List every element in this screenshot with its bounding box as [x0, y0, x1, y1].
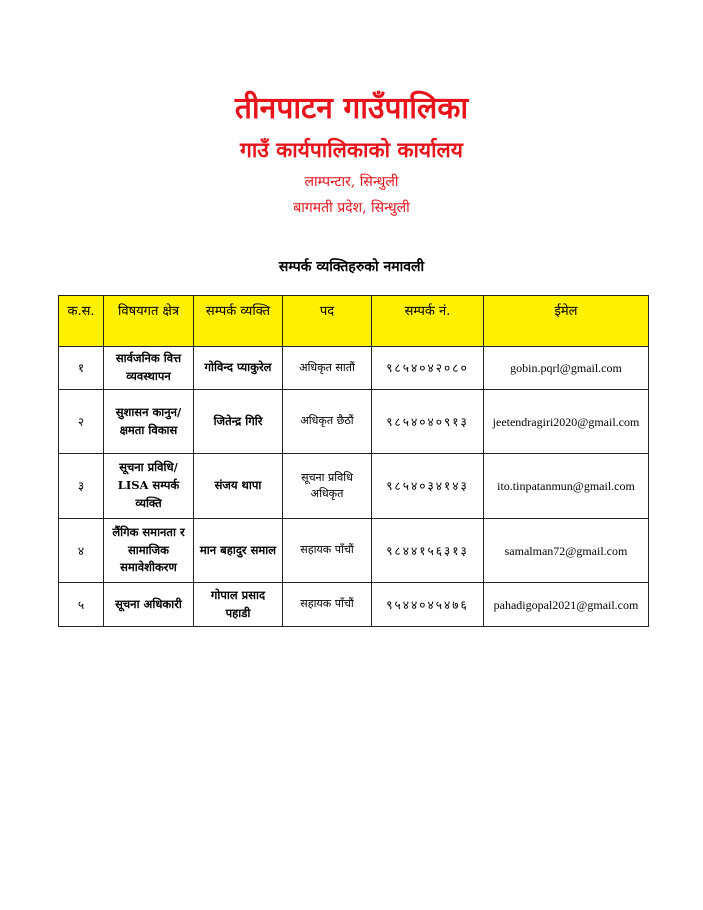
cell-sn: ५	[59, 583, 104, 627]
cell-post: सहायक पाँचौं	[283, 519, 372, 583]
cell-email[interactable]: gobin.pqrl@gmail.com	[484, 347, 649, 390]
column-header-email: ईमेल	[484, 296, 649, 347]
cell-person: जितेन्द्र गिरि	[194, 390, 283, 454]
table-row	[59, 583, 649, 627]
table-row	[59, 454, 649, 519]
cell-phone: ९८४४१५६३१३	[372, 519, 484, 583]
cell-subject: लैंगिक समानता र सामाजिक समावेशीकरण	[104, 519, 194, 583]
cell-sn: ३	[59, 454, 104, 519]
table-header-row	[59, 296, 649, 347]
cell-person: गोपाल प्रसाद पहाडी	[194, 583, 283, 627]
column-header-person: सम्पर्क व्यक्ति	[194, 296, 283, 347]
cell-email[interactable]: ito.tinpatanmun@gmail.com	[484, 454, 649, 519]
column-header-post: पद	[283, 296, 372, 347]
cell-sn: २	[59, 390, 104, 454]
contact-table	[58, 295, 649, 627]
cell-subject: सार्वजनिक वित्त व्यवस्थापन	[104, 347, 194, 390]
cell-post: सहायक पाँचौं	[283, 583, 372, 627]
cell-email[interactable]: samalman72@gmail.com	[484, 519, 649, 583]
table-row	[59, 390, 649, 454]
cell-person: मान बहादुर समाल	[194, 519, 283, 583]
cell-phone: ९५४४०४५४७६	[372, 583, 484, 627]
cell-person: संजय थापा	[194, 454, 283, 519]
cell-subject: सूचना प्रविधि/ LISA सम्पर्क व्यक्ति	[104, 454, 194, 519]
table-row	[59, 347, 649, 390]
page-title: तीनपाटन गाउँपालिका	[234, 91, 469, 126]
cell-person: गोविन्द प्याकुरेल	[194, 347, 283, 390]
cell-sn: १	[59, 347, 104, 390]
cell-post: सूचना प्रविधि अधिकृत	[283, 454, 372, 519]
column-header-subject: विषयगत क्षेत्र	[104, 296, 194, 347]
cell-post: अधिकृत सातौं	[283, 347, 372, 390]
list-title: सम्पर्क व्यक्तिहरुको नमावली	[278, 259, 425, 275]
cell-post: अधिकृत छैठौं	[283, 390, 372, 454]
column-header-sn: क.स.	[59, 296, 104, 347]
cell-subject: सूचना अधिकारी	[104, 583, 194, 627]
address-line-2: बागमती प्रदेश, सिन्धुली	[293, 200, 410, 216]
table-row	[59, 519, 649, 583]
cell-sn: ४	[59, 519, 104, 583]
cell-phone: ९८५४०३४१४३	[372, 454, 484, 519]
cell-phone: ९८५४०४२०८०	[372, 347, 484, 390]
cell-email[interactable]: jeetendragiri2020@gmail.com	[484, 390, 649, 454]
cell-email[interactable]: pahadigopal2021@gmail.com	[484, 583, 649, 627]
cell-phone: ९८५४०४०९१३	[372, 390, 484, 454]
column-header-phone: सम्पर्क नं.	[372, 296, 484, 347]
page-subtitle: गाउँ कार्यपालिकाको कार्यालय	[240, 137, 463, 162]
address-line-1: लाम्पन्टार, सिन्धुली	[304, 174, 399, 190]
cell-subject: सुशासन कानुन/ क्षमता विकास	[104, 390, 194, 454]
